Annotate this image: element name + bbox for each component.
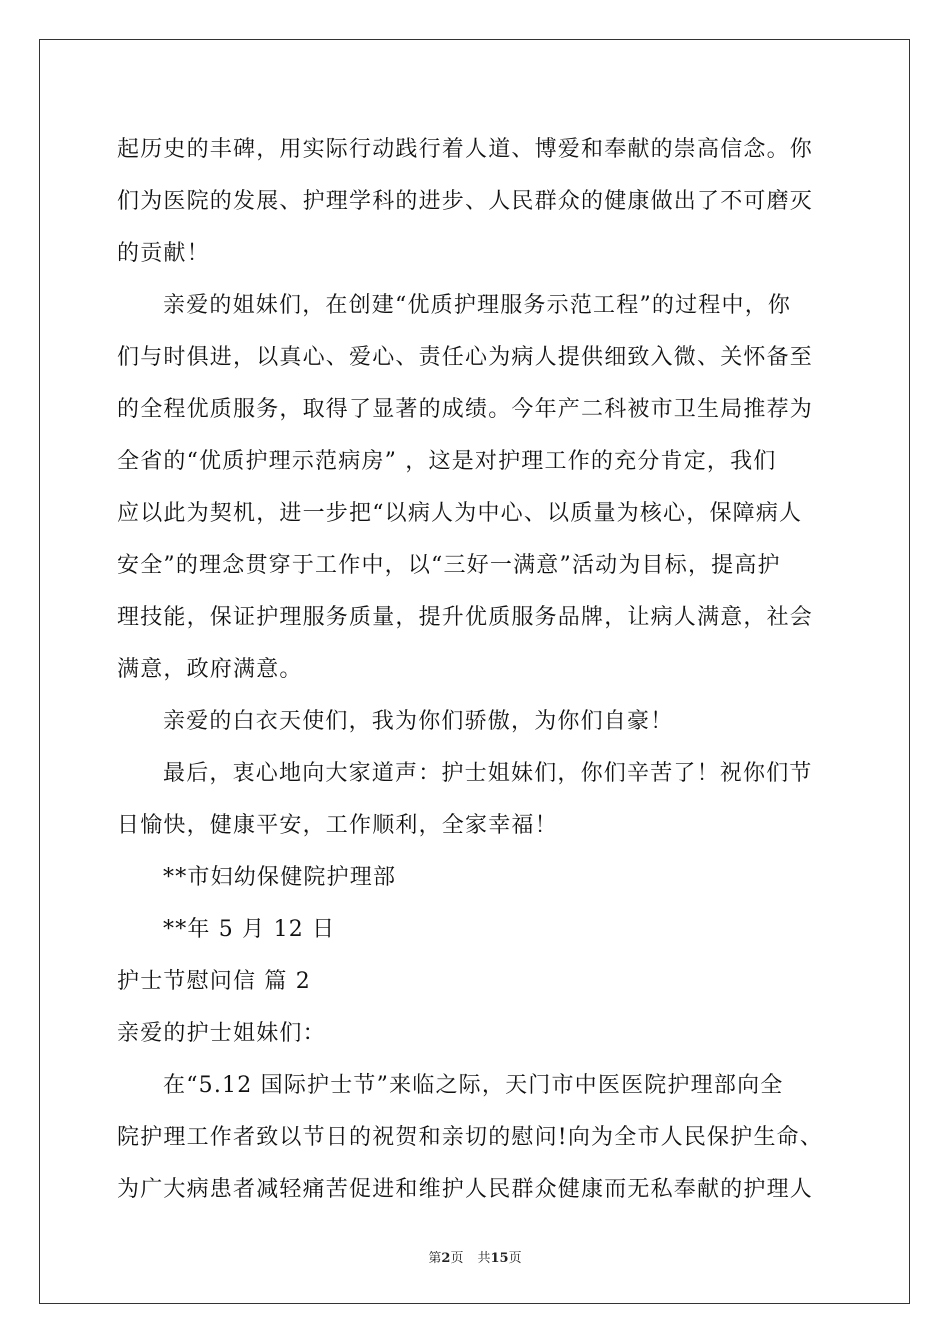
text-line: 起历史的丰碑，用实际行动践行着人道、博爱和奉献的崇高信念。你 (117, 137, 814, 162)
total-prefix: 共 (477, 1251, 491, 1266)
page-total: 15 (490, 1251, 509, 1266)
paragraph-start: 亲爱的姐妹们，在创建“优质护理服务示范工程”的过程中，你 (163, 293, 792, 318)
text-line: 日愉快，健康平安，工作顺利，全家幸福！ (117, 813, 558, 838)
text-line: 应以此为契机，进一步把“以病人为中心、以质量为核心，保障病人 (117, 501, 803, 526)
total-suffix: 页 (508, 1251, 522, 1266)
text-line: 满意，政府满意。 (117, 657, 303, 682)
section-heading: 护士节慰问信 篇 2 (117, 969, 311, 994)
text-line: 理技能，保证护理服务质量，提升优质服务品牌，让病人满意，社会 (117, 605, 814, 630)
signature-date: **年 5 月 12 日 (163, 917, 336, 942)
page-prefix: 第 (428, 1251, 442, 1266)
salutation: 亲爱的护士姐妹们： (117, 1021, 326, 1046)
page-footer (0, 1247, 950, 1266)
text-line: 的全程优质服务，取得了显著的成绩。今年产二科被市卫生局推荐为 (117, 397, 814, 422)
document-body (117, 124, 833, 1216)
page-current: 2 (441, 1251, 451, 1266)
text-line: 安全”的理念贯穿于工作中，以“三好一满意”活动为目标，提高护 (117, 553, 781, 578)
paragraph-start: 最后，衷心地向大家道声：护士姐妹们，你们辛苦了！祝你们节 (163, 761, 813, 786)
signature-org: **市妇幼保健院护理部 (163, 865, 397, 890)
text-line: 全省的“优质护理示范病房” ，这是对护理工作的充分肯定，我们 (117, 449, 777, 474)
text-line: 为广大病患者减轻痛苦促进和维护人民群众健康而无私奉献的护理人 (117, 1177, 814, 1202)
text-line: 院护理工作者致以节日的祝贺和亲切的慰问!向为全市人民保护生命、 (117, 1125, 824, 1150)
paragraph-start: 在“5.12 国际护士节”来临之际，天门市中医医院护理部向全 (163, 1073, 784, 1098)
text-line: 们为医院的发展、护理学科的进步、人民群众的健康做出了不可磨灭 (117, 189, 814, 214)
text-line: 的贡献！ (117, 241, 210, 266)
paragraph-start: 亲爱的白衣天使们，我为你们骄傲，为你们自豪！ (163, 709, 674, 734)
page-suffix: 页 (450, 1251, 464, 1266)
text-line: 们与时俱进，以真心、爱心、责任心为病人提供细致入微、关怀备至 (117, 345, 814, 370)
